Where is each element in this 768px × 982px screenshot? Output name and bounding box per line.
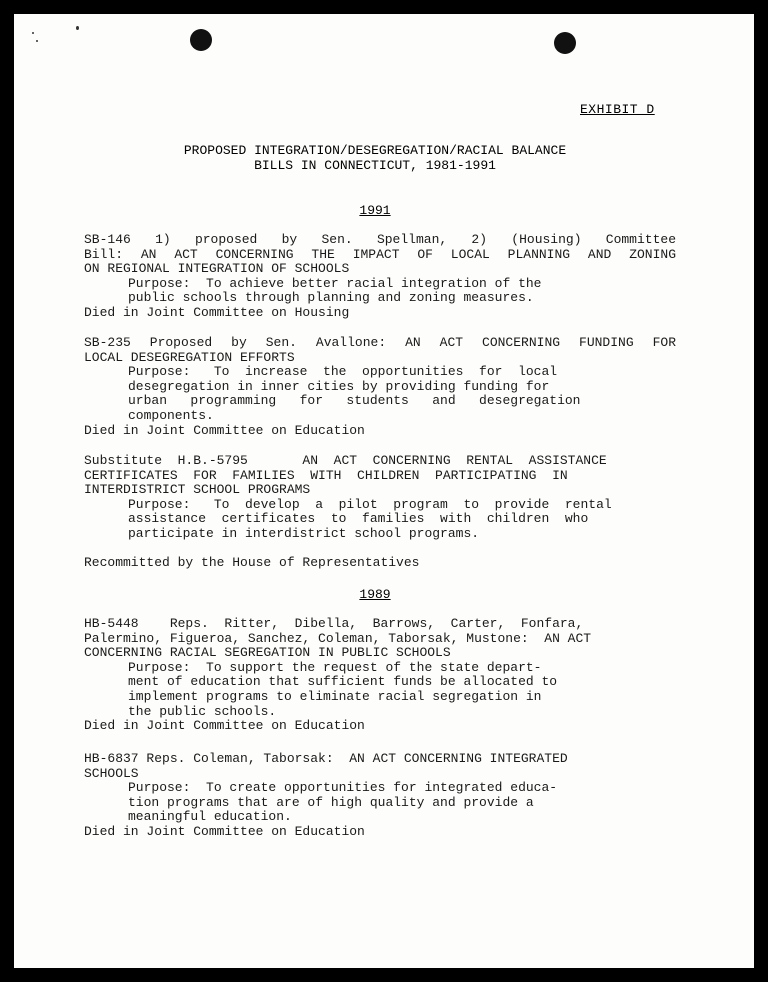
bill-title-line: ON REGIONAL INTEGRATION OF SCHOOLS [84, 261, 350, 277]
year-heading-1991: 1991 [359, 203, 391, 218]
bill-purpose-line: meaningful education. [128, 809, 292, 825]
bill-purpose-line: Purpose: To achieve better racial integration of the [128, 275, 542, 291]
bill-header-line: Substitute H.B.-5795 AN ACT CONCERNING RENTAL ASSISTANCE [84, 453, 607, 468]
bill-status: Died in Joint Committee on Education [84, 823, 365, 839]
bill-entry-hb5448 [84, 617, 676, 734]
punch-hole [190, 29, 212, 51]
document-title-line-2: BILLS IN CONNECTICUT, 1981-1991 [254, 158, 496, 173]
bill-purpose-line: Purpose: To create opportunities for integrated educa- [128, 780, 558, 796]
bill-purpose-line: the public schools. [128, 703, 277, 719]
document-page [14, 14, 754, 968]
bill-title-line: CERTIFICATES FOR FAMILIES WITH CHILDREN PARTICIPATING IN [84, 467, 568, 483]
paper-speck [32, 32, 34, 34]
bill-header-line: Palermino, Figueroa, Sanchez, Coleman, Taborsak, Mustone: AN ACT [84, 630, 592, 646]
bill-title-line: INTERDISTRICT SCHOOL PROGRAMS [84, 482, 311, 498]
bill-title-line: Bill: AN ACT CONCERNING THE IMPACT OF LOCAL PLANNING AND ZONING [84, 246, 676, 262]
bill-purpose-line: components. [128, 407, 214, 423]
bill-header-line: SB-235 Proposed by Sen. Avallone: AN ACT CONCERNING FUNDING FOR [84, 335, 676, 350]
paper-speck [76, 26, 79, 30]
year-heading-1989: 1989 [359, 587, 391, 602]
bill-status: Died in Joint Committee on Education [84, 422, 365, 438]
bill-title-line: LOCAL DESEGREGATION EFFORTS [84, 349, 295, 365]
bill-purpose-line: desegregation in inner cities by providing funding for [128, 378, 550, 394]
bill-title-line: SCHOOLS [84, 765, 139, 781]
bill-purpose-line: Purpose: To develop a pilot program to provide rental [128, 496, 612, 512]
bill-purpose-line: Purpose: To support the request of the state depart- [128, 659, 542, 675]
bill-status: Died in Joint Committee on Housing [84, 304, 350, 320]
bill-purpose-line: urban programming for students and desegregation [128, 393, 581, 409]
bill-purpose-line: tion programs that are of high quality and provide a [128, 794, 534, 810]
bill-purpose-line: Purpose: To increase the opportunities for local [128, 364, 558, 380]
bill-status: Recommitted by the House of Representatives [84, 554, 420, 570]
bill-header-line: HB-5448 Reps. Ritter, Dibella, Barrows, Carter, Fonfara, [84, 616, 584, 631]
bill-entry-sb235 [84, 336, 676, 438]
bill-header-line: HB-6837 Reps. Coleman, Taborsak: AN ACT CONCERNING INTEGRATED [84, 751, 568, 766]
exhibit-label: EXHIBIT D [580, 102, 655, 117]
bill-title-line: CONCERNING RACIAL SEGREGATION IN PUBLIC SCHOOLS [84, 645, 451, 661]
bill-purpose-line: ment of education that sufficient funds be allocated to [128, 674, 558, 690]
bill-purpose-line: implement programs to eliminate racial segregation in [128, 688, 542, 704]
paper-speck [36, 40, 38, 42]
bill-purpose-line: assistance certificates to families with children who [128, 511, 589, 527]
bill-purpose-line: participate in interdistrict school programs. [128, 525, 480, 541]
bill-entry-sb146 [84, 233, 676, 321]
punch-hole [554, 32, 576, 54]
document-title-line-1: PROPOSED INTEGRATION/DESEGREGATION/RACIAL BALANCE [183, 143, 567, 158]
bill-purpose-line: public schools through planning and zoning measures. [128, 290, 534, 306]
bill-entry-hb5795 [84, 454, 676, 570]
bill-entry-hb6837 [84, 752, 676, 840]
bill-status: Died in Joint Committee on Education [84, 718, 365, 734]
bill-header-line: SB-146 1) proposed by Sen. Spellman, 2) (Housing) Committee [84, 232, 676, 247]
